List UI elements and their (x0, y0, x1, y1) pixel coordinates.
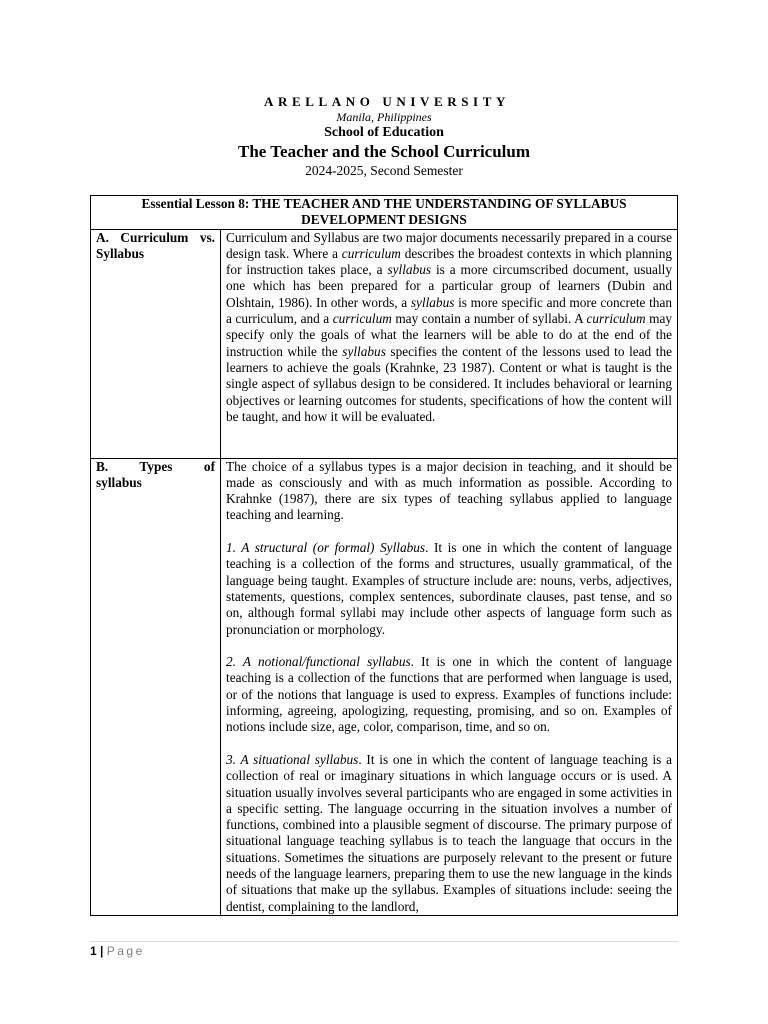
school-name: School of Education (324, 125, 444, 140)
lesson-title: Essential Lesson 8: THE TEACHER AND THE UNDERSTANDING OF SYLLABUS DEVELOPMENT DESIGNS (91, 196, 678, 230)
text-run: may contain a number of syllabi. A (391, 311, 587, 327)
italic-text-run: syllabus (342, 343, 386, 359)
text-run: specifies the content of the lessons used to lead the learners to achieve the goals (Krahnke, 23 1987). Content or what is taught is the single aspect of syllabus design to be considered. It includes behavioral or learning objectives or learning outcomes for students, specifications of how the content will be taught, and how it will be evaluated. (226, 343, 672, 424)
footer-divider (90, 941, 678, 942)
university-name: ARELLANO UNIVERSITY (264, 94, 510, 109)
text-run: is a more circumscribed document, usually one which has been prepared for a particular group of learners (Dubin and Olshtain, 1986). In other words, a (226, 262, 672, 310)
content-cell (221, 458, 678, 915)
document-header (0, 94, 768, 179)
text-run: is more specific and more concrete than a curriculum, and a (226, 294, 672, 327)
text-run: . It is one in which the content of language teaching is a collection of the functions that are performed when language is used, or of the notions that language is used to express. Examples of functions include: informing, agreeing, apologizing, requesting, promising, and so on. Examples of notions include size, age, color, comparison, time, and so on. (226, 654, 672, 735)
topic-label-line1: A. Curriculum vs. (96, 229, 215, 245)
lesson-table (90, 195, 678, 916)
topic-cell (91, 458, 221, 915)
semester: 2024-2025, Second Semester (305, 163, 463, 178)
topic-label-line2: Syllabus (96, 245, 145, 261)
page-footer (90, 944, 145, 958)
topic-cell (91, 229, 221, 458)
content-paragraph (226, 459, 672, 524)
page-number: 1 (90, 944, 97, 958)
table-row (91, 458, 678, 915)
content-paragraph (226, 230, 672, 426)
text-run: . It is one in which the content of language teaching is a collection of the forms and structures, usually grammatical, of the language being taught. Examples of structure include are: nouns, verbs, adjectives, statements, questions, complex sentences, subordinate clauses, past tense, and so on, although formal syllabi may include other aspects of language form such as pronunciation or morphology. (226, 540, 673, 637)
text-run: may specify only the goals of what the learners will be able to do at the end of the instruction while the (226, 311, 673, 359)
content-paragraph (226, 654, 672, 735)
italic-text-run: curriculum (586, 311, 646, 327)
content-paragraph (226, 752, 672, 915)
italic-text-run: syllabus (410, 294, 455, 310)
topic-label-line1: B. Types of (96, 458, 215, 474)
footer-separator: | (100, 944, 104, 958)
italic-text-run: 1. A structural (or formal) Syllabus (226, 540, 426, 556)
italic-text-run: curriculum (341, 245, 401, 261)
text-run: . It is one in which the content of language teaching is a collection of real or imaginary situations in which language occurs or is used. A situation usually involves several participants who are engaged in some activities in a specific setting. The language occurring in the situation involves a number of functions, combined into a plausible segment of discourse. The primary purpose of situational language teaching syllabus is to teach the language that occurs in the situations. Sometimes the situations are purposely relevant to the present or future needs of the language learners, preparing them to use the new language in the kinds of situations that make up the syllabus. Examples of situations include: seeing the dentist, complaining to the landlord, (226, 751, 673, 914)
text-run: describes the broadest contexts in which planning for instruction takes place, a (226, 245, 672, 278)
italic-text-run: syllabus (387, 262, 432, 278)
text-run: The choice of a syllabus types is a major decision in teaching, and it should be made as consciously and with as much information as possible. According to Krahnke (1987), there are six types of teaching syllabus applied to language teaching and learning. (226, 458, 672, 523)
page-label: Page (106, 944, 145, 958)
content-cell (221, 229, 678, 458)
table-row (91, 229, 678, 458)
italic-text-run: 2. A notional/functional syllabus (226, 654, 411, 670)
university-location: Manila, Philippines (336, 110, 432, 124)
topic-label-line2: syllabus (96, 474, 142, 490)
content-paragraph (226, 540, 672, 638)
text-run: Curriculum and Syllabus are two major documents necessarily prepared in a course design task. Where a (226, 229, 672, 261)
italic-text-run: curriculum (332, 311, 392, 327)
course-title: The Teacher and the School Curriculum (237, 142, 531, 161)
italic-text-run: 3. A situational syllabus (226, 751, 359, 767)
